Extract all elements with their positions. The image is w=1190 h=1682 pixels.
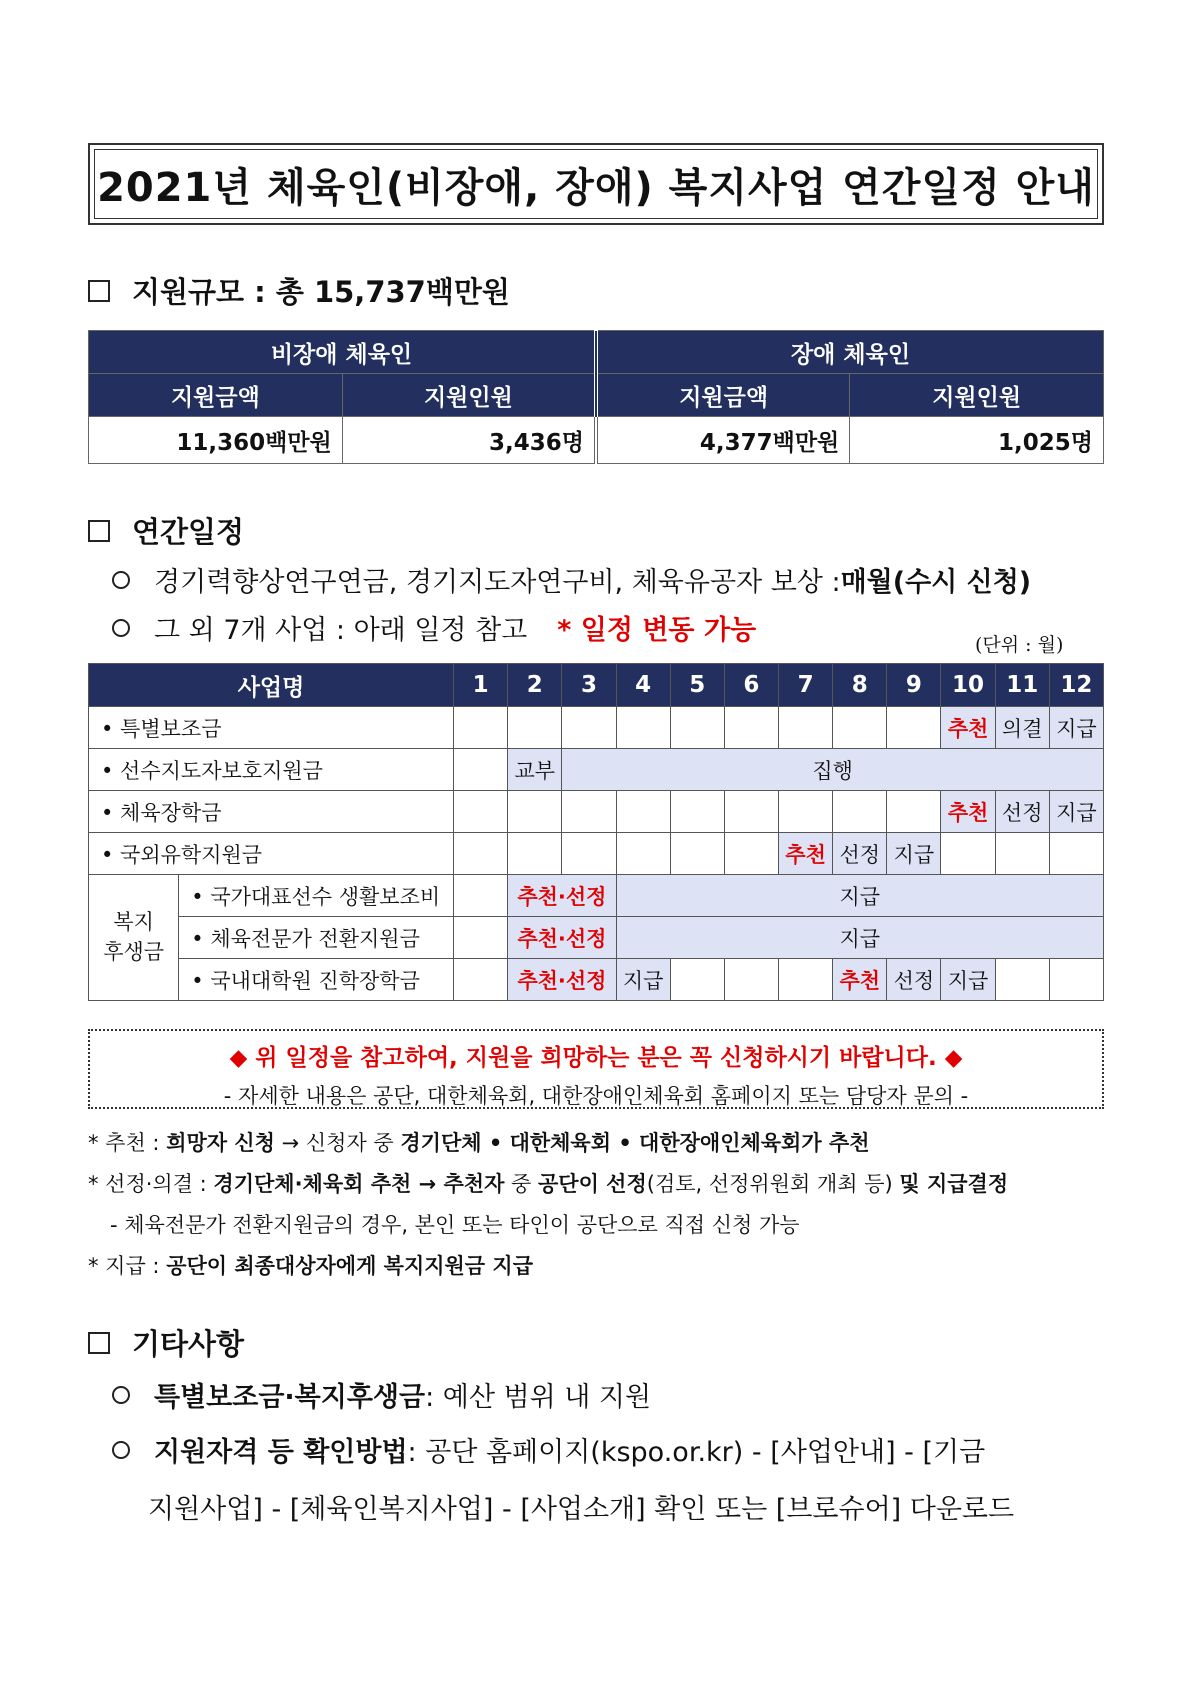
table-row — [89, 749, 1104, 791]
table-row — [89, 707, 1104, 749]
cell-rec-select: 추천·선정 — [508, 959, 616, 1001]
table-row — [89, 833, 1104, 875]
notice-box — [88, 1029, 1104, 1109]
value-cell: 11,360백만원 — [89, 417, 343, 464]
row-name: • 특별보조금 — [89, 707, 454, 749]
table-row — [89, 917, 1104, 959]
header-month: 2 — [508, 664, 562, 707]
cell-recommend: 추천 — [833, 959, 887, 1001]
header-month: 11 — [995, 664, 1049, 707]
cell-recommend: 추천 — [941, 707, 995, 749]
notice-line1: ◆ 위 일정을 참고하여, 지원을 희망하는 분은 꼭 신청하시기 바랍니다. ◆ — [229, 1045, 963, 1071]
row-name: • 국외유학지원금 — [89, 833, 454, 875]
cell-pay: 지급 — [887, 833, 941, 875]
cell-select: 선정 — [887, 959, 941, 1001]
cell-select: 선정 — [833, 833, 887, 875]
checkbox-square-icon — [88, 280, 110, 302]
page-title: 2021년 체육인(비장애, 장애) 복지사업 연간일정 안내 — [97, 164, 1095, 211]
cell-pay: 지급 — [941, 959, 995, 1001]
cell-pay: 지급 — [1049, 791, 1103, 833]
cell-distribute: 교부 — [508, 749, 562, 791]
header-month: 10 — [941, 664, 995, 707]
header-month: 9 — [887, 664, 941, 707]
section-scale-heading: 지원규모 : 총 15,737백만원 — [88, 270, 510, 311]
row-name: • 국가대표선수 생활보조비 — [179, 875, 454, 917]
value-cell: 3,436명 — [342, 417, 596, 464]
col-people: 지원인원 — [850, 374, 1104, 417]
row-name: • 국내대학원 진학장학금 — [179, 959, 454, 1001]
scale-table — [88, 330, 1104, 464]
bullet-other: 그 외 7개 사업 : 아래 일정 참고 * 일정 변동 가능 — [88, 608, 756, 647]
section-schedule-heading: 연간일정 — [88, 510, 244, 551]
note-recommend: * 추천 : 희망자 신청 → 신청자 중 경기단체 • 대한체육회 • 대한장애인체육회가 추천 — [88, 1131, 870, 1155]
group-label: 복지 후생금 — [89, 875, 179, 1001]
circle-bullet-icon — [112, 1441, 130, 1459]
cell-rec-select: 추천·선정 — [508, 875, 616, 917]
bullet-etc-2-cont: 지원사업] - [체육인복지사업] - [사업소개] 확인 또는 [브로슈어] 다운로드 — [148, 1494, 1015, 1525]
row-name: • 체육전문가 전환지원금 — [179, 917, 454, 959]
cell-select: 선정 — [995, 791, 1049, 833]
unit-label: (단위 : 월) — [975, 634, 1064, 656]
note-pay: * 지급 : 공단이 최종대상자에게 복지지원금 지급 — [88, 1254, 533, 1278]
cell-deliberate: 의결 — [995, 707, 1049, 749]
header-month: 8 — [833, 664, 887, 707]
table-row — [89, 791, 1104, 833]
cell-pay: 지급 — [1049, 707, 1103, 749]
header-month: 12 — [1049, 664, 1103, 707]
bullet-etc-1: 특별보조금·복지후생금 : 예산 범위 내 지원 — [88, 1375, 651, 1414]
title-box — [88, 143, 1104, 225]
note-expert: - 체육전문가 전환지원금의 경우, 본인 또는 타인이 공단으로 직접 신청 가능 — [110, 1213, 800, 1237]
header-month: 7 — [779, 664, 833, 707]
bullet-etc-2: 지원자격 등 확인방법 : 공단 홈페이지(kspo.or.kr) - [사업안내] - [기금 — [88, 1430, 985, 1469]
cell-rec-select: 추천·선정 — [508, 917, 616, 959]
col-amount: 지원금액 — [596, 374, 850, 417]
circle-bullet-icon — [112, 1386, 130, 1404]
col-amount: 지원금액 — [89, 374, 343, 417]
table-row — [89, 875, 1104, 917]
cell-recommend: 추천 — [941, 791, 995, 833]
schedule-table — [88, 663, 1104, 1001]
circle-bullet-icon — [112, 571, 130, 589]
section-etc-heading: 기타사항 — [88, 1322, 244, 1363]
header-month: 4 — [616, 664, 670, 707]
group-nondisabled: 비장애 체육인 — [89, 331, 597, 374]
checkbox-square-icon — [88, 1332, 110, 1354]
cell-pay: 지급 — [616, 875, 1103, 917]
circle-bullet-icon — [112, 619, 130, 637]
row-name: • 선수지도자보호지원금 — [89, 749, 454, 791]
header-month: 5 — [670, 664, 724, 707]
header-month: 6 — [724, 664, 778, 707]
value-cell: 1,025명 — [850, 417, 1104, 464]
header-name: 사업명 — [89, 664, 454, 707]
note-select: * 선정·의결 : 경기단체·체육회 추천 → 추천자 중 공단이 선정(검토, 선정위원회 개최 등) 및 지급결정 — [88, 1172, 1009, 1196]
checkbox-square-icon — [88, 520, 110, 542]
col-people: 지원인원 — [342, 374, 596, 417]
cell-execute: 집행 — [562, 749, 1104, 791]
value-cell: 4,377백만원 — [596, 417, 850, 464]
table-row — [89, 959, 1104, 1001]
cell-pay: 지급 — [616, 917, 1103, 959]
row-name: • 체육장학금 — [89, 791, 454, 833]
notice-line2: - 자세한 내용은 공단, 대한체육회, 대한장애인체육회 홈페이지 또는 담당자 문의 - — [223, 1084, 969, 1108]
cell-recommend: 추천 — [779, 833, 833, 875]
header-month: 3 — [562, 664, 616, 707]
bullet-monthly: 경기력향상연구연금, 경기지도자연구비, 체육유공자 보상 : 매월(수시 신청) — [88, 560, 1031, 599]
header-month: 1 — [454, 664, 508, 707]
cell-pay: 지급 — [616, 959, 670, 1001]
group-disabled: 장애 체육인 — [596, 331, 1104, 374]
